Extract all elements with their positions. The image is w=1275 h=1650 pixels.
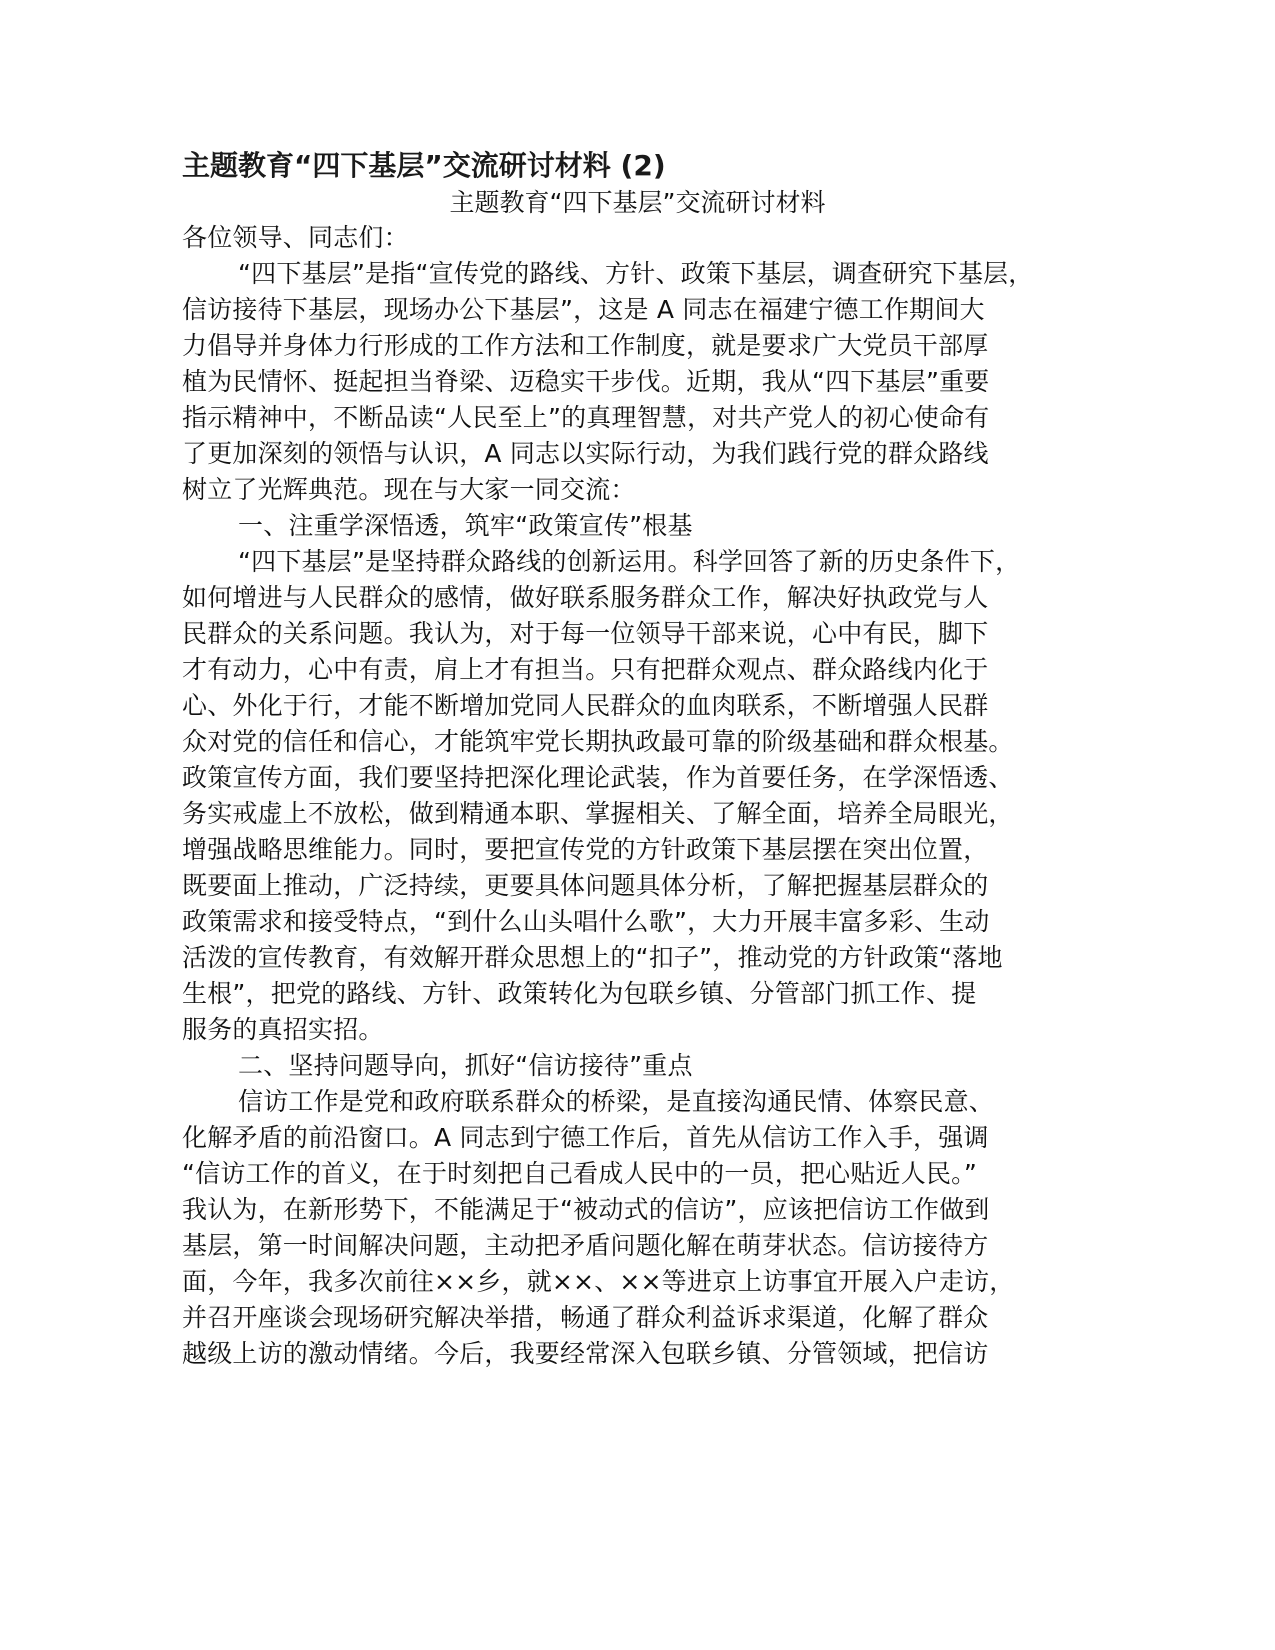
- paragraph-line: 并召开座谈会现场研究解决举措，畅通了群众利益诉求渠道，化解了群众: [182, 1303, 989, 1332]
- paragraph-line: 民群众的关系问题。我认为，对于每一位领导干部来说，心中有民，脚下: [182, 619, 989, 648]
- paragraph-line: 力倡导并身体力行形成的工作方法和工作制度，就是要求广大党员干部厚: [182, 331, 989, 360]
- document-subtitle: 主题教育“四下基层”交流研讨材料: [449, 188, 826, 217]
- section-heading: 二、坚持问题导向，抓好“信访接待”重点: [238, 1051, 693, 1080]
- paragraph-line: 增强战略思维能力。同时，要把宣传党的方针政策下基层摆在突出位置，: [182, 835, 989, 864]
- paragraph-line: 植为民情怀、挺起担当脊梁、迈稳实干步伐。近期，我从“四下基层”重要: [182, 367, 990, 396]
- paragraph-line: 越级上访的激动情绪。今后，我要经常深入包联乡镇、分管领域，把信访: [182, 1339, 989, 1368]
- paragraph-line: 既要面上推动，广泛持续，更要具体问题具体分析，了解把握基层群众的: [182, 871, 989, 900]
- salutation: 各位领导、同志们：: [182, 223, 409, 252]
- paragraph-line: 如何增进与人民群众的感情，做好联系服务群众工作，解决好执政党与人: [182, 583, 989, 612]
- paragraph-line: 生根”，把党的路线、方针、政策转化为包联乡镇、分管部门抓工作、提: [182, 979, 977, 1008]
- paragraph-line: 化解矛盾的前沿窗口。A 同志到宁德工作后，首先从信访工作入手，强调: [182, 1123, 989, 1152]
- paragraph-line: 树立了光辉典范。现在与大家一同交流：: [182, 475, 636, 504]
- paragraph-line: 了更加深刻的领悟与认识，A 同志以实际行动，为我们践行党的群众路线: [182, 439, 989, 468]
- paragraph-line: “四下基层”是指“宣传党的路线、方针、政策下基层，调查研究下基层，: [238, 259, 1034, 288]
- paragraph-line: 才有动力，心中有责，肩上才有担当。只有把群众观点、群众路线内化于: [182, 655, 989, 684]
- paragraph-line: 政策宣传方面，我们要坚持把深化理论武装，作为首要任务，在学深悟透、: [182, 763, 1014, 792]
- paragraph-line: “信访工作的首义，在于时刻把自己看成人民中的一员，把心贴近人民。”: [182, 1159, 978, 1188]
- section-heading: 一、注重学深悟透，筑牢“政策宣传”根基: [238, 511, 693, 540]
- document-title: 主题教育“四下基层”交流研讨材料 (2): [182, 149, 666, 182]
- paragraph-line: 心、外化于行，才能不断增加党同人民群众的血肉联系，不断增强人民群: [182, 691, 989, 720]
- paragraph-line: 面，今年，我多次前往××乡，就××、××等进京上访事宜开展入户走访，: [182, 1267, 1015, 1296]
- paragraph-line: 我认为，在新形势下，不能满足于“被动式的信访”，应该把信访工作做到: [182, 1195, 990, 1224]
- paragraph-line: 基层，第一时间解决问题，主动把矛盾问题化解在萌芽状态。信访接待方: [182, 1231, 989, 1260]
- paragraph-line: 政策需求和接受特点，“到什么山头唱什么歌”，大力开展丰富多彩、生动: [182, 907, 990, 936]
- paragraph-line: 众对党的信任和信心，才能筑牢党长期执政最可靠的阶级基础和群众根基。: [182, 727, 1014, 756]
- paragraph-line: 信访工作是党和政府联系群众的桥梁，是直接沟通民情、体察民意、: [238, 1087, 995, 1116]
- paragraph-line: “四下基层”是坚持群众路线的创新运用。科学回答了新的历史条件下，: [238, 547, 1021, 576]
- paragraph-line: 指示精神中，不断品读“人民至上”的真理智慧，对共产党人的初心使命有: [182, 403, 990, 432]
- paragraph-line: 务实戒虚上不放松，做到精通本职、掌握相关、了解全面，培养全局眼光，: [182, 799, 1014, 828]
- paragraph-line: 活泼的宣传教育，有效解开群众思想上的“扣子”，推动党的方针政策“落地: [182, 943, 1003, 972]
- paragraph-line: 信访接待下基层，现场办公下基层”，这是 A 同志在福建宁德工作期间大: [182, 295, 985, 324]
- paragraph-line: 服务的真招实招。: [182, 1015, 384, 1044]
